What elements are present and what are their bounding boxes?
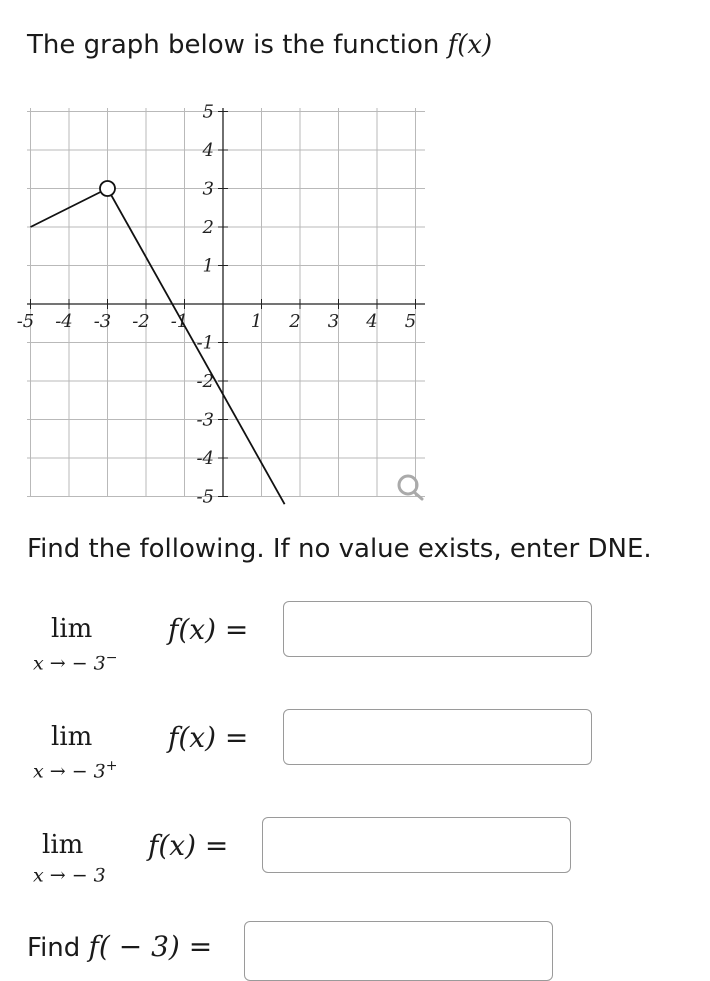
lim-approach xyxy=(33,650,118,674)
lim-word: lim xyxy=(42,830,84,860)
lim-approach xyxy=(33,758,118,782)
y-tick-label: 4 xyxy=(202,140,214,161)
lim-expression xyxy=(168,721,248,754)
x-tick-label: -5 xyxy=(16,311,35,332)
question-prompt xyxy=(27,30,492,60)
prompt-text: The graph below is the function xyxy=(27,30,440,60)
lim-expression-text: f(x) = xyxy=(168,613,249,646)
lim-side: + xyxy=(105,758,118,774)
x-tick-label: -2 xyxy=(132,311,150,332)
magnifier-icon[interactable] xyxy=(399,476,422,499)
instructions-text: Find the following. If no value exists, enter DNE. xyxy=(27,534,652,564)
lim-word: lim xyxy=(51,614,93,644)
graph-grid xyxy=(27,108,425,497)
y-tick-label: -3 xyxy=(196,409,214,431)
lim-expression-text: f(x) = xyxy=(148,829,229,862)
y-tick-label: 3 xyxy=(202,178,214,200)
lim-expression xyxy=(148,829,228,862)
lim-approach-text: x → − 3 xyxy=(33,760,106,783)
limit-row-right xyxy=(0,708,710,788)
answer-input-two-sided-limit[interactable] xyxy=(262,817,571,873)
find-label: Find xyxy=(27,933,81,963)
y-tick-label: -2 xyxy=(196,371,214,392)
open-point xyxy=(100,181,115,196)
lim-approach xyxy=(33,862,106,886)
y-tick-label: 5 xyxy=(202,101,214,123)
lim-expression-text: f(x) = xyxy=(168,721,249,754)
lim-expression xyxy=(168,613,248,646)
x-tick-label: -4 xyxy=(55,311,73,332)
y-tick-label: -1 xyxy=(196,332,214,354)
x-tick-label: -1 xyxy=(170,311,189,332)
graph-axes xyxy=(27,108,425,497)
x-tick-label: 2 xyxy=(289,311,301,332)
answer-input-function-value[interactable] xyxy=(244,921,553,981)
lim-side: − xyxy=(105,650,118,666)
x-tick-label: -3 xyxy=(93,311,112,332)
y-tick-label: -4 xyxy=(196,448,214,469)
x-tick-label: 5 xyxy=(404,311,417,332)
limit-row-two-sided xyxy=(0,816,710,896)
lim-word: lim xyxy=(51,722,93,752)
find-value-row xyxy=(27,930,212,963)
y-tick-label: 1 xyxy=(202,255,214,277)
x-tick-label: 1 xyxy=(250,311,263,332)
y-tick-label: -5 xyxy=(196,486,214,508)
x-tick-label: 3 xyxy=(327,311,340,332)
function-graph xyxy=(0,95,440,515)
x-tick-label: 4 xyxy=(366,311,378,332)
answer-input-right-limit[interactable] xyxy=(283,709,592,765)
find-expression xyxy=(89,930,213,963)
function-label: f(x) xyxy=(447,30,493,60)
answer-input-left-limit[interactable] xyxy=(283,601,592,657)
limit-row-left xyxy=(0,600,710,680)
lim-approach-text: x → − 3 xyxy=(33,652,106,675)
y-tick-label: 2 xyxy=(202,217,214,238)
lim-approach-text: x → − 3 xyxy=(33,864,106,887)
find-expression-text: f( − 3) = xyxy=(88,930,213,963)
